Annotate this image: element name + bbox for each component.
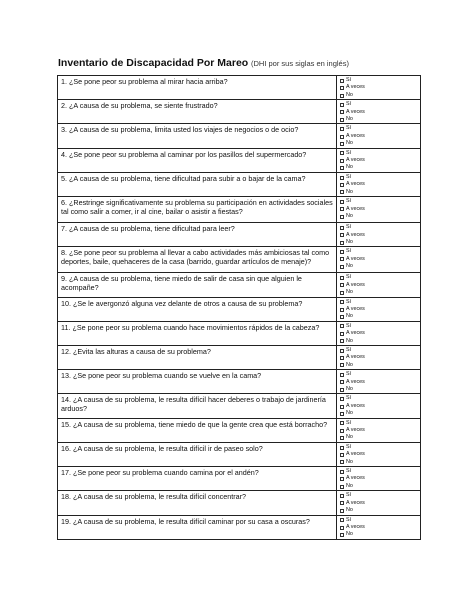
option-label: A veces <box>346 378 365 385</box>
question-row <box>58 197 421 223</box>
checkbox-icon[interactable] <box>340 380 344 384</box>
questionnaire-body <box>58 76 421 540</box>
question-text: 1. ¿Se pone peor su problema al mirar hacia arriba? <box>58 76 337 100</box>
answer-options <box>337 223 421 247</box>
answer-options <box>337 515 421 539</box>
question-row <box>58 100 421 124</box>
option-label: Sí <box>346 322 352 329</box>
checkbox-icon[interactable] <box>340 226 344 230</box>
option-label: Sí <box>346 274 352 281</box>
question-text: 8. ¿Se pone peor su problema al llevar a cabo actividades más ambiciosas tal como deportes, baile, quehaceres de la casa (barrido, guardar artículos de menaje)? <box>58 247 337 273</box>
answer-option[interactable] <box>340 125 420 132</box>
option-label: No <box>346 458 353 465</box>
question-text: 5. ¿A causa de su problema, tiene dificultad para subir a o bajar de la cama? <box>58 172 337 196</box>
checkbox-icon[interactable] <box>340 436 344 440</box>
checkbox-icon[interactable] <box>340 142 344 146</box>
option-label: A veces <box>346 281 365 288</box>
checkbox-icon[interactable] <box>340 460 344 464</box>
answer-option[interactable] <box>340 133 420 140</box>
option-label: Sí <box>346 77 352 83</box>
answer-option[interactable] <box>340 232 420 239</box>
question-row <box>58 515 421 539</box>
answer-option[interactable] <box>340 116 420 123</box>
question-row <box>58 345 421 369</box>
answer-options <box>337 345 421 369</box>
answer-option[interactable] <box>340 289 420 296</box>
checkbox-icon[interactable] <box>340 183 344 187</box>
answer-option[interactable] <box>340 101 420 108</box>
answer-option[interactable] <box>340 189 420 196</box>
checkbox-icon[interactable] <box>340 363 344 367</box>
answer-option[interactable] <box>340 224 420 231</box>
answer-options <box>337 442 421 466</box>
answer-option[interactable] <box>340 330 420 337</box>
answer-option[interactable] <box>340 109 420 116</box>
answer-options <box>337 297 421 321</box>
question-row <box>58 321 421 345</box>
option-label: No <box>346 531 353 538</box>
checkbox-icon[interactable] <box>340 405 344 409</box>
answer-options <box>337 467 421 491</box>
checkbox-icon[interactable] <box>340 446 344 450</box>
option-label: Sí <box>346 248 352 255</box>
answer-option[interactable] <box>340 362 420 369</box>
checkbox-icon[interactable] <box>340 127 344 131</box>
question-text: 18. ¿A causa de su problema, le resulta difícil concentrar? <box>58 491 337 515</box>
answer-options <box>337 124 421 148</box>
option-label: No <box>346 337 353 344</box>
question-text: 7. ¿A causa de su problema, tiene dificultad para leer? <box>58 223 337 247</box>
answer-option[interactable] <box>340 386 420 393</box>
checkbox-icon[interactable] <box>340 470 344 474</box>
option-label: Sí <box>346 101 352 108</box>
option-label: Sí <box>346 346 352 353</box>
answer-option[interactable] <box>340 427 420 434</box>
answer-option[interactable] <box>340 323 420 330</box>
answer-option[interactable] <box>340 248 420 255</box>
answer-options <box>337 370 421 394</box>
question-row <box>58 172 421 196</box>
checkbox-icon[interactable] <box>340 308 344 312</box>
option-label: A veces <box>346 132 365 139</box>
answer-option[interactable] <box>340 198 420 205</box>
checkbox-icon[interactable] <box>340 190 344 194</box>
checkbox-icon[interactable] <box>340 159 344 163</box>
answer-option[interactable] <box>340 256 420 263</box>
answer-option[interactable] <box>340 299 420 306</box>
option-label: No <box>346 263 353 270</box>
option-label: Sí <box>346 419 352 426</box>
checkbox-icon[interactable] <box>340 349 344 353</box>
question-row <box>58 124 421 148</box>
checkbox-icon[interactable] <box>340 207 344 211</box>
answer-option[interactable] <box>340 181 420 188</box>
option-label: A veces <box>346 354 365 361</box>
answer-options <box>337 321 421 345</box>
document-subtitle: (DHI por sus siglas en inglés) <box>251 59 349 68</box>
question-text: 12. ¿Evita las alturas a causa de su problema? <box>58 345 337 369</box>
option-label: Sí <box>346 173 352 180</box>
checkbox-icon[interactable] <box>340 241 344 245</box>
answer-option[interactable] <box>340 517 420 524</box>
checkbox-icon[interactable] <box>340 485 344 489</box>
option-label: Sí <box>346 516 352 523</box>
option-label: A veces <box>346 181 365 188</box>
checkbox-icon[interactable] <box>340 135 344 139</box>
question-text: 3. ¿A causa de su problema, limita usted los viajes de negocios o de ocio? <box>58 124 337 148</box>
answer-option[interactable] <box>340 524 420 531</box>
option-label: No <box>346 212 353 219</box>
question-row <box>58 442 421 466</box>
checkbox-icon[interactable] <box>340 118 344 122</box>
question-text: 15. ¿A causa de su problema, tiene miedo de que la gente crea que está borracho? <box>58 418 337 442</box>
question-row <box>58 76 421 100</box>
answer-option[interactable] <box>340 206 420 213</box>
option-label: A veces <box>346 475 365 482</box>
option-label: No <box>346 386 353 392</box>
checkbox-icon[interactable] <box>340 453 344 457</box>
checkbox-icon[interactable] <box>340 388 344 392</box>
question-text: 2. ¿A causa de su problema, se siente frustrado? <box>58 100 337 124</box>
checkbox-icon[interactable] <box>340 494 344 498</box>
answer-option[interactable] <box>340 164 420 171</box>
checkbox-icon[interactable] <box>340 233 344 237</box>
document-title: Inventario de Discapacidad Por Mareo <box>58 57 249 69</box>
answer-option[interactable] <box>340 434 420 441</box>
option-label: No <box>346 289 353 296</box>
answer-options <box>337 394 421 418</box>
answer-option[interactable] <box>340 403 420 410</box>
answer-options <box>337 247 421 273</box>
question-row <box>58 418 421 442</box>
checkbox-icon[interactable] <box>340 324 344 328</box>
option-label: No <box>346 313 353 320</box>
page-title <box>58 57 349 69</box>
checkbox-icon[interactable] <box>340 339 344 343</box>
answer-option[interactable] <box>340 507 420 514</box>
checkbox-icon[interactable] <box>340 315 344 319</box>
option-label: No <box>346 140 353 147</box>
question-row <box>58 223 421 247</box>
answer-options <box>337 76 421 100</box>
option-label: No <box>346 238 353 245</box>
answer-option[interactable] <box>340 174 420 181</box>
answer-options <box>337 148 421 172</box>
checkbox-icon[interactable] <box>340 215 344 219</box>
option-label: Sí <box>346 371 352 378</box>
option-label: No <box>346 116 353 123</box>
answer-option[interactable] <box>340 239 420 246</box>
checkbox-icon[interactable] <box>340 501 344 505</box>
answer-option[interactable] <box>340 213 420 220</box>
answer-option[interactable] <box>340 274 420 281</box>
option-label: No <box>346 507 353 514</box>
option-label: A veces <box>346 231 365 238</box>
checkbox-icon[interactable] <box>340 257 344 261</box>
answer-option[interactable] <box>340 531 420 538</box>
answer-option[interactable] <box>340 492 420 499</box>
answer-option[interactable] <box>340 282 420 289</box>
checkbox-icon[interactable] <box>340 86 344 90</box>
answer-options <box>337 172 421 196</box>
option-label: A veces <box>346 427 365 434</box>
answer-option[interactable] <box>340 371 420 378</box>
answer-option[interactable] <box>340 420 420 427</box>
checkbox-icon[interactable] <box>340 276 344 280</box>
checkbox-icon[interactable] <box>340 166 344 170</box>
answer-option[interactable] <box>340 77 420 84</box>
option-label: A veces <box>346 108 365 115</box>
option-label: A veces <box>346 255 365 262</box>
answer-options <box>337 100 421 124</box>
option-label: A veces <box>346 205 365 212</box>
option-label: Sí <box>346 125 352 132</box>
answer-option[interactable] <box>340 444 420 451</box>
checkbox-icon[interactable] <box>340 477 344 481</box>
answer-option[interactable] <box>340 263 420 270</box>
checkbox-icon[interactable] <box>340 429 344 433</box>
checkbox-icon[interactable] <box>340 533 344 537</box>
question-text: 10. ¿Se le avergonzó alguna vez delante de otros a causa de su problema? <box>58 297 337 321</box>
question-text: 4. ¿Se pone peor su problema al caminar por los pasillos del supermercado? <box>58 148 337 172</box>
option-label: No <box>346 361 353 368</box>
option-label: Sí <box>346 492 352 499</box>
question-text: 14. ¿A causa de su problema, le resulta difícil hacer deberes o trabajo de jardinería arduos? <box>58 394 337 418</box>
option-label: No <box>346 188 353 195</box>
question-row <box>58 467 421 491</box>
answer-option[interactable] <box>340 395 420 402</box>
answer-options <box>337 418 421 442</box>
checkbox-icon[interactable] <box>340 250 344 254</box>
answer-option[interactable] <box>340 459 420 466</box>
question-row <box>58 273 421 297</box>
option-label: A veces <box>346 330 365 337</box>
answer-option[interactable] <box>340 313 420 320</box>
answer-option[interactable] <box>340 157 420 164</box>
option-label: No <box>346 91 353 98</box>
checkbox-icon[interactable] <box>340 291 344 295</box>
option-label: A veces <box>346 84 365 91</box>
question-text: 13. ¿Se pone peor su problema cuando se vuelve en la cama? <box>58 370 337 394</box>
answer-option[interactable] <box>340 150 420 157</box>
question-row <box>58 370 421 394</box>
option-label: A veces <box>346 305 365 312</box>
checkbox-icon[interactable] <box>340 356 344 360</box>
option-label: A veces <box>346 451 365 458</box>
question-text: 11. ¿Se pone peor su problema cuando hace movimientos rápidos de la cabeza? <box>58 321 337 345</box>
checkbox-icon[interactable] <box>340 526 344 530</box>
option-label: No <box>346 410 353 417</box>
checkbox-icon[interactable] <box>340 151 344 155</box>
answer-option[interactable] <box>340 379 420 386</box>
checkbox-icon[interactable] <box>340 421 344 425</box>
checkbox-icon[interactable] <box>340 283 344 287</box>
answer-options <box>337 491 421 515</box>
answer-options <box>337 197 421 223</box>
question-text: 6. ¿Restringe significativamente su problema su participación en actividades sociales tal como salir a comer, ir al cine, bailar o asistir a fiestas? <box>58 197 337 223</box>
option-label: A veces <box>346 157 365 164</box>
option-label: Sí <box>346 149 352 156</box>
questionnaire-table <box>57 75 421 540</box>
question-row <box>58 148 421 172</box>
answer-option[interactable] <box>340 483 420 490</box>
option-label: No <box>346 164 353 171</box>
checkbox-icon[interactable] <box>340 518 344 522</box>
option-label: Sí <box>346 198 352 205</box>
option-label: A veces <box>346 523 365 530</box>
answer-option[interactable] <box>340 338 420 345</box>
checkbox-icon[interactable] <box>340 300 344 304</box>
checkbox-icon[interactable] <box>340 176 344 180</box>
option-label: A veces <box>346 402 365 409</box>
checkbox-icon[interactable] <box>340 200 344 204</box>
checkbox-icon[interactable] <box>340 373 344 377</box>
option-label: No <box>346 482 353 489</box>
answer-option[interactable] <box>340 475 420 482</box>
answer-option[interactable] <box>340 410 420 417</box>
answer-options <box>337 273 421 297</box>
answer-option[interactable] <box>340 500 420 507</box>
answer-option[interactable] <box>340 347 420 354</box>
question-text: 9. ¿A causa de su problema, tiene miedo de salir de casa sin que alguien le acompañe? <box>58 273 337 297</box>
question-text: 16. ¿A causa de su problema, le resulta difícil ir de paseo solo? <box>58 442 337 466</box>
option-label: Sí <box>346 224 352 231</box>
answer-option[interactable] <box>340 84 420 91</box>
option-label: Sí <box>346 395 352 402</box>
option-label: Sí <box>346 298 352 305</box>
checkbox-icon[interactable] <box>340 103 344 107</box>
answer-option[interactable] <box>340 451 420 458</box>
checkbox-icon[interactable] <box>340 94 344 98</box>
option-label: No <box>346 434 353 441</box>
answer-option[interactable] <box>340 468 420 475</box>
checkbox-icon[interactable] <box>340 412 344 416</box>
checkbox-icon[interactable] <box>340 110 344 114</box>
checkbox-icon[interactable] <box>340 509 344 513</box>
question-row <box>58 394 421 418</box>
option-label: A veces <box>346 499 365 506</box>
checkbox-icon[interactable] <box>340 79 344 83</box>
question-text: 19. ¿A causa de su problema, le resulta difícil caminar por su casa a oscuras? <box>58 515 337 539</box>
checkbox-icon[interactable] <box>340 265 344 269</box>
option-label: Sí <box>346 468 352 475</box>
question-row <box>58 247 421 273</box>
answer-option[interactable] <box>340 140 420 147</box>
answer-option[interactable] <box>340 92 420 99</box>
option-label: Sí <box>346 443 352 450</box>
question-row <box>58 297 421 321</box>
checkbox-icon[interactable] <box>340 332 344 336</box>
question-row <box>58 491 421 515</box>
answer-option[interactable] <box>340 306 420 313</box>
question-text: 17. ¿Se pone peor su problema cuando camina por el andén? <box>58 467 337 491</box>
checkbox-icon[interactable] <box>340 397 344 401</box>
answer-option[interactable] <box>340 354 420 361</box>
